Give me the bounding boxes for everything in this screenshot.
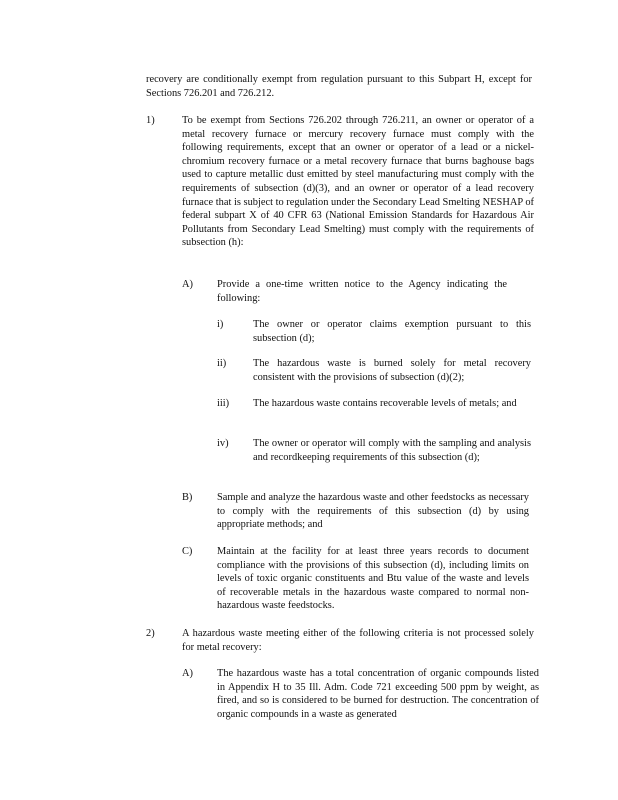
item-1C-label: C) <box>182 546 193 557</box>
item-1Aii-label: ii) <box>217 358 227 369</box>
item-1Aiv-text: The owner or operator will comply with the sampling and analysis and recordkeeping requirements of this subsection (d); <box>253 438 531 463</box>
item-1B-text: Sample and analyze the hazardous waste and other feedstocks as necessary to comply with the requirements of this subsection (d) by using appropriate methods; and <box>217 492 529 531</box>
item-1A-text: Provide a one-time written notice to the Agency indicating the following: <box>217 279 507 304</box>
item-2A-label: A) <box>182 668 193 679</box>
item-1Aii-text: The hazardous waste is burned solely for metal recovery consistent with the provisions of subsection (d)(2); <box>253 358 531 383</box>
item-1Ai-text: The owner or operator claims exemption pursuant to this subsection (d); <box>253 319 531 344</box>
item-1B-label: B) <box>182 492 193 503</box>
item-1Ai-label: i) <box>217 319 224 330</box>
item-1Aiii-label: iii) <box>217 398 230 409</box>
item-2-text: A hazardous waste meeting either of the following criteria is not processed solely for metal recovery: <box>182 628 534 653</box>
item-1A-label: A) <box>182 279 193 290</box>
item-2A-text: The hazardous waste has a total concentration of organic compounds listed in Appendix H to 35 Ill. Adm. Code 721 exceeding 500 ppm by weight, as fired, and so is considered to be burned for destruction. The concentration of organic compounds in a waste as generated <box>217 668 539 720</box>
item-2-label: 2) <box>146 628 155 639</box>
item-1Aiv-label: iv) <box>217 438 229 449</box>
item-1C-text: Maintain at the facility for at least three years records to document compliance with the provisions of this subsection (d), including limits on levels of toxic organic constituents and Btu value of the waste and levels of recoverable metals in the hazardous waste compared to normal non-hazardous waste feedstocks. <box>217 546 529 612</box>
item-1-text: To be exempt from Sections 726.202 through 726.211, an owner or operator of a metal recovery furnace or mercury recovery furnace must comply with the following requirements, except that an owner or operator of a lead or a nickel-chromium recovery furnace or a metal recovery furnace that burns baghouse bags used to capture metallic dust emitted by steel manufacturing must comply with the requirements of subsection (d)(3), and an owner or operator of a lead recovery furnace that is subject to regulation under the Secondary Lead Smelting NESHAP of federal subpart X of 40 CFR 63 (National Emission Standards for Hazardous Air Pollutants from Secondary Lead Smelting) must comply with the requirements of subsection (h): <box>182 115 534 249</box>
item-1Aiii-text: The hazardous waste contains recoverable levels of metals; and <box>253 398 517 409</box>
item-1-label: 1) <box>146 115 155 126</box>
intro-paragraph: recovery are conditionally exempt from regulation pursuant to this Subpart H, except for Sections 726.201 and 726.212. <box>146 74 532 99</box>
